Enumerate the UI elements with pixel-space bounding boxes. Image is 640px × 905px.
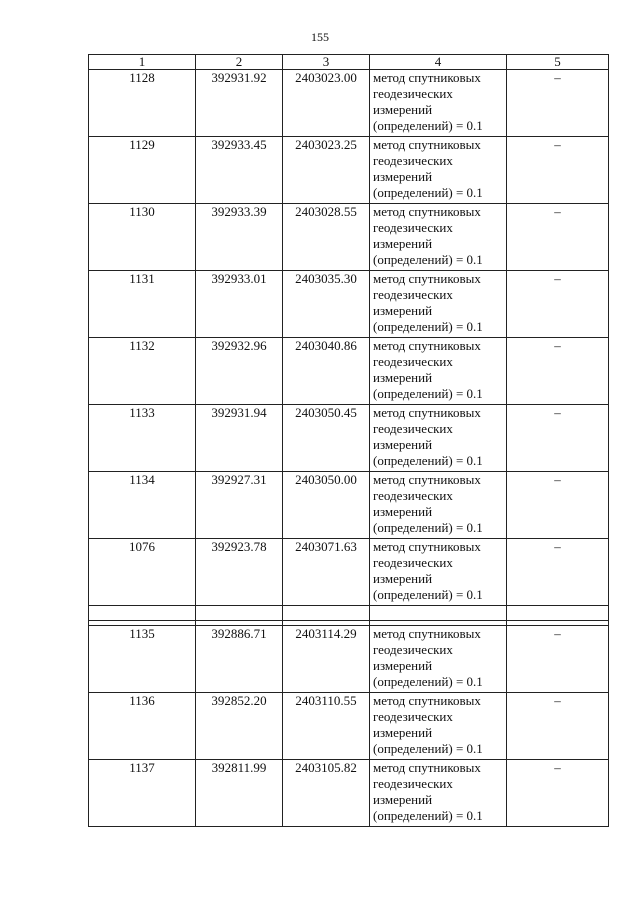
column-header-1: 1	[89, 55, 196, 70]
point-number: 1135	[89, 626, 196, 693]
point-number: 1133	[89, 405, 196, 472]
note: –	[507, 137, 609, 204]
y-coordinate: 2403071.63	[283, 539, 370, 606]
note: –	[507, 539, 609, 606]
note: –	[507, 405, 609, 472]
column-header-5: 5	[507, 55, 609, 70]
column-header-3: 3	[283, 55, 370, 70]
x-coordinate: 392811.99	[196, 760, 283, 827]
measurement-method: метод спутниковых геодезических измерений (определений) = 0.1	[370, 539, 507, 606]
x-coordinate: 392852.20	[196, 693, 283, 760]
note: –	[507, 472, 609, 539]
coordinates-table	[88, 54, 609, 827]
point-number: 1132	[89, 338, 196, 405]
x-coordinate: 392931.92	[196, 70, 283, 137]
y-coordinate: 2403105.82	[283, 760, 370, 827]
note: –	[507, 338, 609, 405]
measurement-method: метод спутниковых геодезических измерений (определений) = 0.1	[370, 338, 507, 405]
x-coordinate: 392933.01	[196, 271, 283, 338]
column-header-2: 2	[196, 55, 283, 70]
point-number: 1128	[89, 70, 196, 137]
measurement-method: метод спутниковых геодезических измерений (определений) = 0.1	[370, 137, 507, 204]
table-row	[89, 271, 609, 338]
y-coordinate: 2403023.00	[283, 70, 370, 137]
x-coordinate: 392886.71	[196, 626, 283, 693]
column-header-4: 4	[370, 55, 507, 70]
note: –	[507, 70, 609, 137]
note: –	[507, 626, 609, 693]
table-row	[89, 539, 609, 606]
x-coordinate: 392923.78	[196, 539, 283, 606]
measurement-method: метод спутниковых геодезических измерений (определений) = 0.1	[370, 472, 507, 539]
measurement-method: метод спутниковых геодезических измерений (определений) = 0.1	[370, 70, 507, 137]
point-number: 1129	[89, 137, 196, 204]
x-coordinate: 392932.96	[196, 338, 283, 405]
x-coordinate: 392933.39	[196, 204, 283, 271]
table-row	[89, 472, 609, 539]
y-coordinate: 2403023.25	[283, 137, 370, 204]
measurement-method: метод спутниковых геодезических измерений (определений) = 0.1	[370, 271, 507, 338]
header-row	[89, 55, 609, 70]
measurement-method: метод спутниковых геодезических измерений (определений) = 0.1	[370, 760, 507, 827]
y-coordinate: 2403050.45	[283, 405, 370, 472]
measurement-method: метод спутниковых геодезических измерений (определений) = 0.1	[370, 626, 507, 693]
x-coordinate: 392931.94	[196, 405, 283, 472]
empty-cell	[89, 606, 196, 621]
y-coordinate: 2403050.00	[283, 472, 370, 539]
table-row	[89, 760, 609, 827]
page-number: 155	[311, 30, 329, 44]
x-coordinate: 392933.45	[196, 137, 283, 204]
table-row	[89, 626, 609, 693]
note: –	[507, 271, 609, 338]
point-number: 1136	[89, 693, 196, 760]
empty-cell	[507, 606, 609, 621]
empty-cell	[196, 606, 283, 621]
table-row	[89, 693, 609, 760]
table-row	[89, 137, 609, 204]
y-coordinate: 2403114.29	[283, 626, 370, 693]
empty-cell	[370, 606, 507, 621]
note: –	[507, 693, 609, 760]
y-coordinate: 2403110.55	[283, 693, 370, 760]
table-row	[89, 204, 609, 271]
y-coordinate: 2403040.86	[283, 338, 370, 405]
empty-cell	[283, 606, 370, 621]
measurement-method: метод спутниковых геодезических измерений (определений) = 0.1	[370, 405, 507, 472]
table-row	[89, 405, 609, 472]
point-number: 1130	[89, 204, 196, 271]
point-number: 1137	[89, 760, 196, 827]
table-row	[89, 338, 609, 405]
y-coordinate: 2403035.30	[283, 271, 370, 338]
point-number: 1076	[89, 539, 196, 606]
x-coordinate: 392927.31	[196, 472, 283, 539]
empty-row	[89, 606, 609, 621]
measurement-method: метод спутниковых геодезических измерений (определений) = 0.1	[370, 204, 507, 271]
table-row	[89, 70, 609, 137]
note: –	[507, 760, 609, 827]
measurement-method: метод спутниковых геодезических измерений (определений) = 0.1	[370, 693, 507, 760]
point-number: 1131	[89, 271, 196, 338]
note: –	[507, 204, 609, 271]
y-coordinate: 2403028.55	[283, 204, 370, 271]
point-number: 1134	[89, 472, 196, 539]
